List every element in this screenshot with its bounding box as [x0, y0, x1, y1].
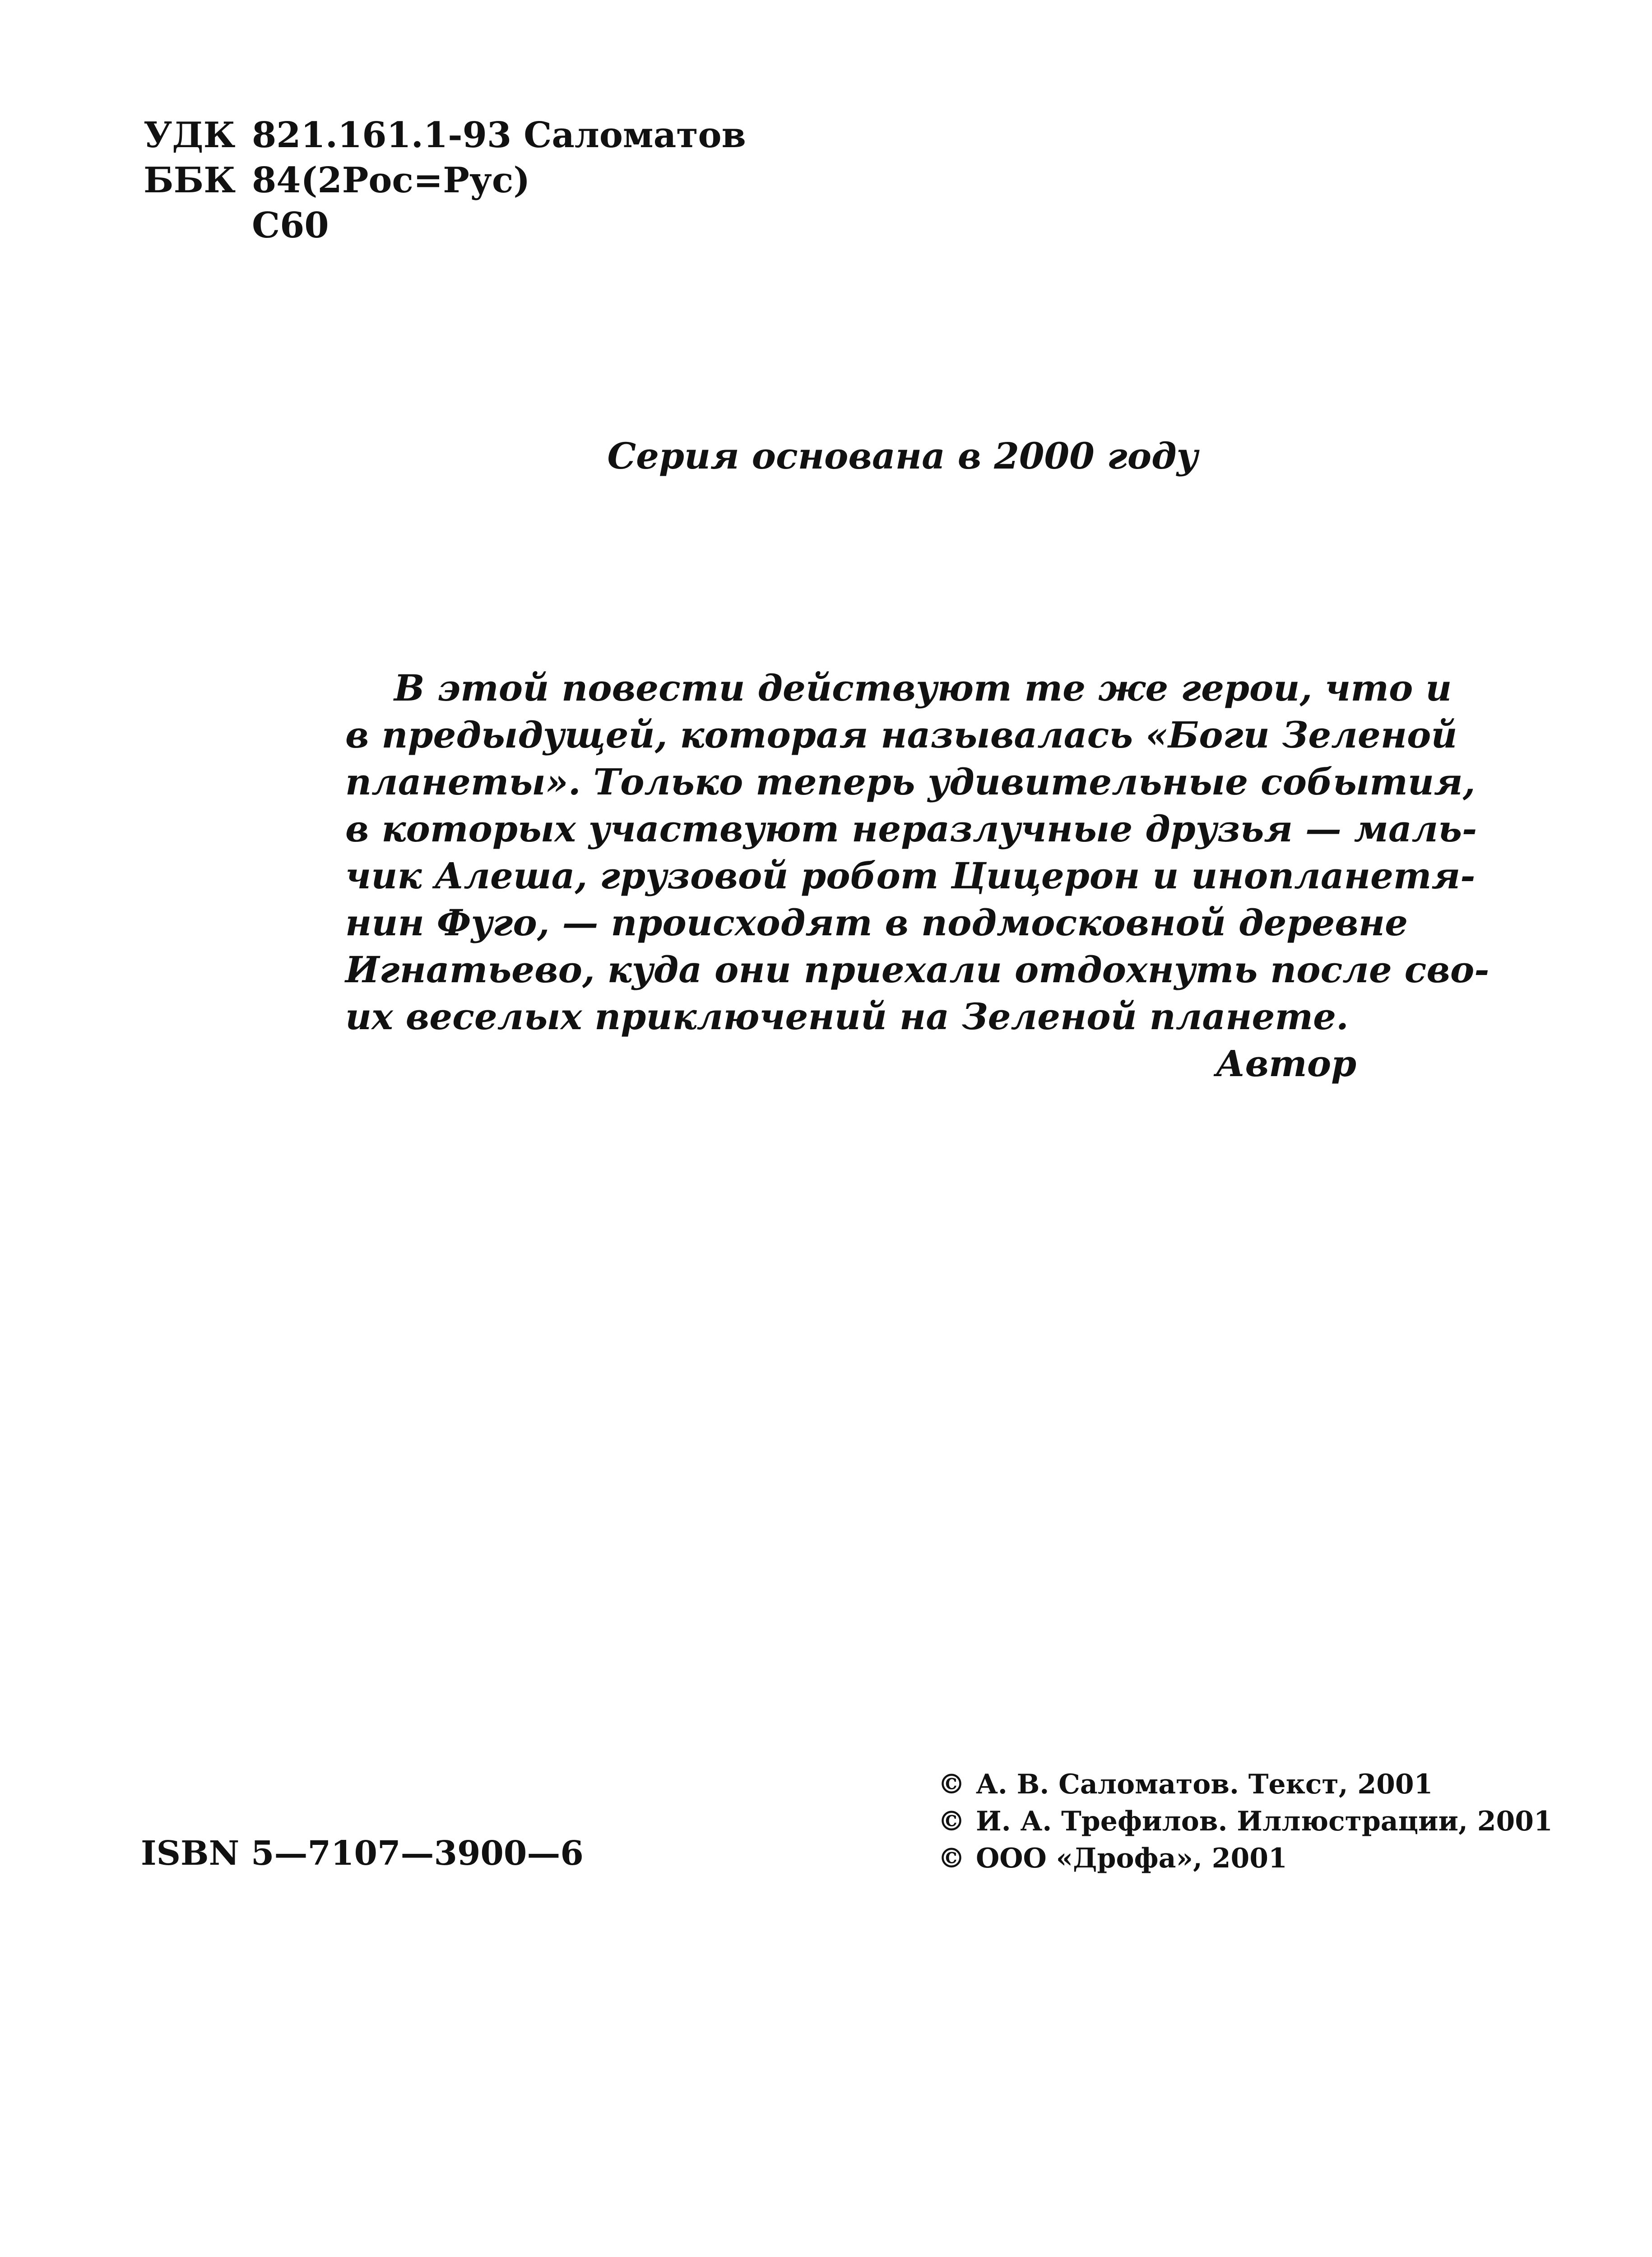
- copyright-text: ООО «Дрофа», 2001: [976, 1843, 1287, 1874]
- series-note: [0, 433, 1652, 478]
- copyright-line-illustrations: [938, 1803, 1553, 1840]
- annotation-author: Автор: [1216, 1042, 1356, 1085]
- bbk-value: 84(2Рос=Рус): [252, 160, 530, 201]
- annotation-line: чик Алеша, грузовой робот Цицерон и инопланетя-: [345, 855, 1476, 897]
- annotation-line: их веселых приключений на Зеленой планете.: [345, 995, 1349, 1038]
- udc-label: УДК: [144, 115, 236, 156]
- catalog-row-bbk: [144, 158, 746, 203]
- catalog-row-author-code: [144, 203, 746, 248]
- bbk-label: ББК: [144, 160, 236, 201]
- author-code-label: [144, 203, 252, 248]
- copyright-line-publisher: [938, 1840, 1553, 1877]
- copyright-sign: ©: [938, 1843, 965, 1874]
- annotation-line: в предыдущей, которая называлась «Боги Зеленой: [345, 714, 1457, 756]
- copyright-block: [938, 1766, 1553, 1877]
- copyright-text: И. А. Трефилов. Иллюстрации, 2001: [976, 1806, 1553, 1837]
- annotation-line: в которых участвуют неразлучные друзья — маль-: [345, 808, 1477, 850]
- copyright-sign: ©: [938, 1806, 965, 1837]
- isbn: ISBN 5—7107—3900—6: [141, 1834, 584, 1873]
- series-text: Серия основана в 2000 году: [607, 435, 1198, 477]
- copyright-sign: ©: [938, 1769, 965, 1800]
- catalog-block: [144, 113, 746, 248]
- copyright-text: А. В. Саломатов. Текст, 2001: [976, 1769, 1433, 1800]
- udc-value: 821.161.1-93 Саломатов: [252, 115, 746, 156]
- annotation-line: Игнатьево, куда они приехали отдохнуть после сво-: [345, 948, 1490, 991]
- annotation-paragraph: [345, 664, 1490, 1087]
- catalog-row-udc: [144, 113, 746, 158]
- annotation-line: В этой повести действуют те же герои, что и: [394, 667, 1452, 709]
- annotation-line: нин Фуго, — происходят в подмосковной деревне: [345, 901, 1408, 944]
- annotation-line: планеты». Только теперь удивительные события,: [345, 761, 1476, 803]
- author-code-value: С60: [252, 205, 329, 246]
- copyright-line-text: [938, 1766, 1553, 1803]
